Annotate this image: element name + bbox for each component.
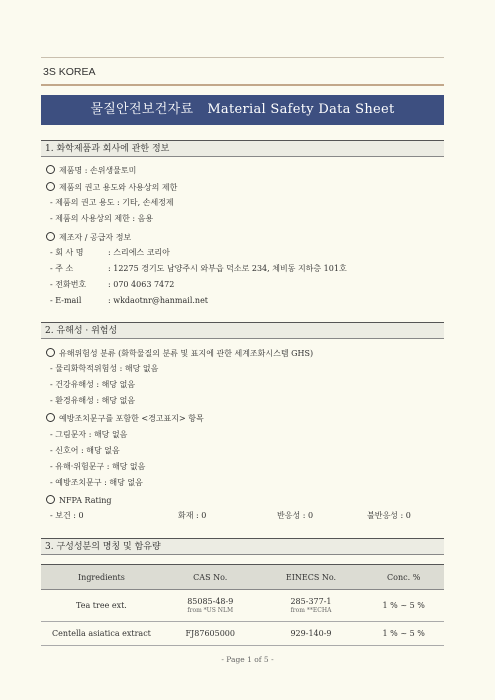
s2-label-line: - 예방조치문구 : 해당 없음 bbox=[50, 478, 143, 487]
circle-bullet-icon bbox=[46, 495, 55, 504]
s2-label-line: - 유해·위험문구 : 해당 없음 bbox=[50, 462, 146, 471]
table-row bbox=[41, 622, 444, 646]
circle-bullet-icon bbox=[46, 182, 55, 191]
cas-source: from *US NLM bbox=[187, 607, 234, 614]
conc-cell: 1 % ~ 5 % bbox=[363, 622, 444, 646]
section1-heading: 1. 화학제품과 회사에 관한 정보 bbox=[41, 140, 444, 157]
s1-product-name: 제품명 : 손위생물토미 bbox=[46, 165, 136, 176]
einecs-source: from **ECHA bbox=[290, 607, 332, 614]
s1-address: - 주 소 : 12275 경기도 남양주시 와부읍 덕소로 234, 체비동 지하층 101호 bbox=[50, 264, 347, 273]
circle-bullet-icon bbox=[46, 165, 55, 174]
einecs-cell: 285-377-1 from **ECHA bbox=[259, 590, 364, 622]
title-korean: 물질안전보건자료 bbox=[90, 102, 194, 117]
nfpa-instability: 불반응성 : 0 bbox=[367, 511, 411, 520]
s1-supplier-heading: 제조자 / 공급자 정보 bbox=[46, 232, 131, 243]
nfpa-reactivity: 반응성 : 0 bbox=[277, 511, 314, 520]
s2-label-line: - 신호어 : 해당 없음 bbox=[50, 446, 120, 455]
s1-use-line: - 제품의 권고 용도 : 기타, 손세정제 bbox=[50, 198, 174, 207]
s2-nfpa-heading: NFPA Rating bbox=[46, 495, 112, 506]
nfpa-health: - 보건 : 0 bbox=[50, 511, 84, 520]
title-english: Material Safety Data Sheet bbox=[207, 102, 395, 117]
einecs-cell: 929-140-9 bbox=[259, 622, 364, 646]
s1-phone: - 전화번호 : 070 4063 7472 bbox=[50, 280, 175, 289]
ingredient-cell: Tea tree ext. bbox=[41, 590, 162, 622]
s1-recommended-use: 제품의 권고 용도와 사용상의 제한 bbox=[46, 182, 177, 193]
s1-restriction-line: - 제품의 사용상의 제한 : 음용 bbox=[50, 214, 154, 223]
section2-heading: 2. 유해성 · 위험성 bbox=[41, 322, 444, 339]
s2-ghs-line: - 건강유해성 : 해당 없음 bbox=[50, 380, 136, 389]
company-name: 3S KOREA bbox=[43, 66, 96, 78]
document-title bbox=[41, 95, 444, 125]
page-number: - Page 1 of 5 - bbox=[221, 655, 274, 664]
header-rule bbox=[41, 84, 444, 86]
ingredient-cell: Centella asiatica extract bbox=[41, 622, 162, 646]
circle-bullet-icon bbox=[46, 232, 55, 241]
s1-company-name: - 회 사 명 : 스리에스 코리아 bbox=[50, 248, 170, 257]
composition-table bbox=[41, 564, 444, 646]
table-header-row bbox=[41, 565, 444, 590]
cas-cell: FJ87605000 bbox=[162, 622, 259, 646]
col-cas: CAS No. bbox=[162, 565, 259, 590]
s2-ghs-line: - 환경유해성 : 해당 없음 bbox=[50, 396, 136, 405]
nfpa-fire: 화재 : 0 bbox=[178, 511, 207, 520]
cas-cell: 85085-48-9 from *US NLM bbox=[162, 590, 259, 622]
top-rule bbox=[41, 57, 444, 58]
col-ingredients: Ingredients bbox=[41, 565, 162, 590]
s2-ghs-line: - 물리화학적위험성 : 해당 없음 bbox=[50, 364, 159, 373]
s2-ghs-heading: 유해위험성 분류 (화학물질의 분류 및 표지에 관한 세계조화시스템 GHS) bbox=[46, 348, 313, 359]
table-row bbox=[41, 590, 444, 622]
circle-bullet-icon bbox=[46, 348, 55, 357]
col-einecs: EINECS No. bbox=[259, 565, 364, 590]
section3-heading: 3. 구성성분의 명칭 및 함유량 bbox=[41, 538, 444, 555]
conc-cell: 1 % ~ 5 % bbox=[363, 590, 444, 622]
col-conc: Conc. % bbox=[363, 565, 444, 590]
circle-bullet-icon bbox=[46, 413, 55, 422]
s2-label-line: - 그림문자 : 해당 없음 bbox=[50, 430, 128, 439]
s1-email: - E-mail : wkdaotnr@hanmail.net bbox=[50, 296, 209, 305]
s2-label-heading: 예방조치문구를 포함한 <경고표지> 항목 bbox=[46, 413, 204, 424]
